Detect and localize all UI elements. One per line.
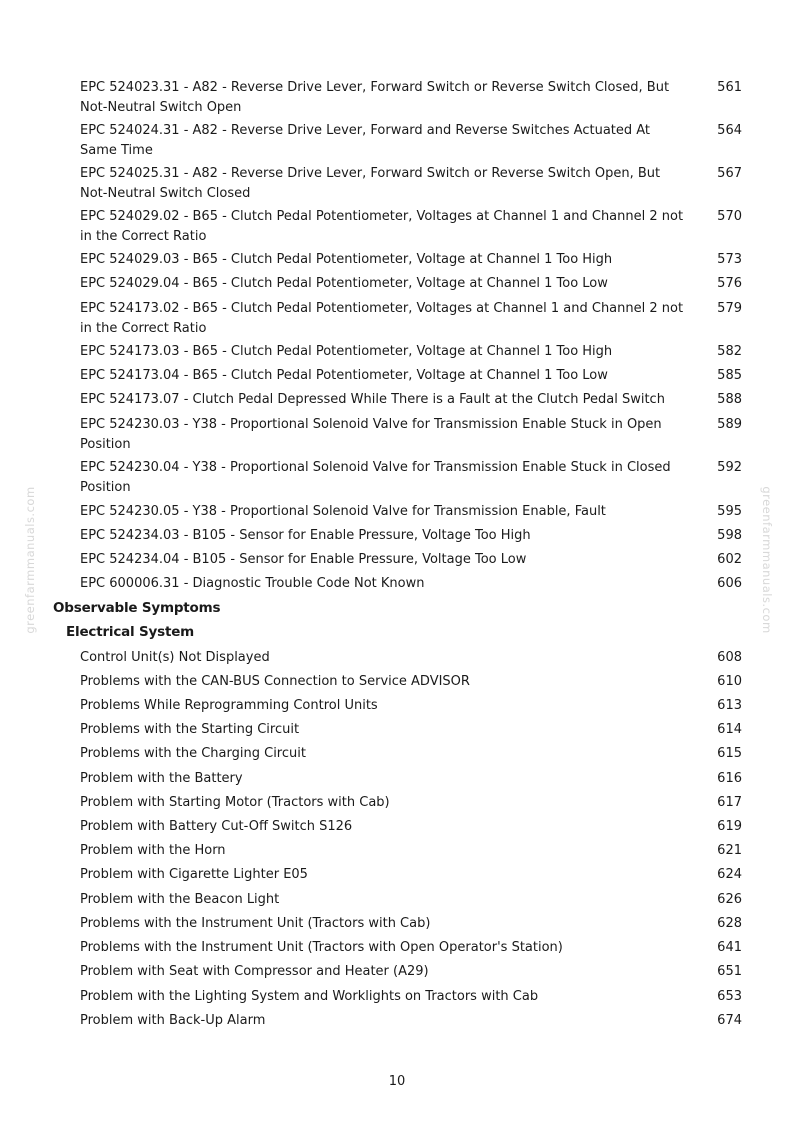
- toc-entry[interactable]: [80, 817, 742, 837]
- toc-entry-page: 585: [717, 368, 742, 383]
- toc-entry-title: Problem with the Lighting System and Worklights on Tractors with Cab: [80, 989, 539, 1004]
- watermark-left: greenfarmmanuals.com: [23, 486, 37, 634]
- toc-entry[interactable]: [80, 207, 742, 246]
- toc-entry[interactable]: [80, 793, 742, 813]
- toc-entry-page: 608: [717, 650, 742, 665]
- toc-entry-title: EPC 524025.31 - A82 - Reverse Drive Lever, Forward Switch or Reverse Switch Open, But Not-Neutral Switch Closed: [80, 166, 661, 201]
- toc-entry[interactable]: [80, 342, 742, 362]
- toc-entry-title: EPC 524173.07 - Clutch Pedal Depressed While There is a Fault at the Clutch Pedal Switch: [80, 392, 665, 407]
- toc-entry-page: 619: [717, 819, 742, 834]
- toc-entry-page: 602: [717, 552, 742, 567]
- toc-entry-title: Control Unit(s) Not Displayed: [80, 650, 270, 665]
- toc-entry-page: 598: [717, 528, 742, 543]
- toc-entry[interactable]: [80, 962, 742, 982]
- toc-entry[interactable]: [80, 1011, 742, 1031]
- toc-entry[interactable]: [80, 78, 742, 117]
- toc-entry[interactable]: [80, 865, 742, 885]
- toc-entry-title: EPC 600006.31 - Diagnostic Trouble Code Not Known: [80, 576, 425, 591]
- toc-entry-title: Problem with the Horn: [80, 843, 226, 858]
- subsection-heading-electrical-system: Electrical System: [66, 624, 195, 640]
- toc-entry[interactable]: [80, 121, 742, 160]
- toc-entry-page: 588: [717, 392, 742, 407]
- toc-entry[interactable]: [80, 502, 742, 522]
- toc-entry-title: Problem with Starting Motor (Tractors with Cab): [80, 795, 390, 810]
- toc-entry-page: 615: [717, 746, 742, 761]
- toc-entry-page: 624: [717, 867, 742, 882]
- toc-entry-page: 567: [717, 166, 742, 181]
- page-number: 10: [388, 1074, 406, 1089]
- toc-entry-page: 564: [717, 123, 742, 138]
- toc-entry-page: 651: [717, 964, 742, 979]
- toc-entry-title: EPC 524230.03 - Y38 - Proportional Solenoid Valve for Transmission Enable Stuck in Open Position: [80, 417, 662, 452]
- toc-entry[interactable]: [80, 366, 742, 386]
- toc-entry-page: 589: [717, 417, 742, 432]
- toc-entry-title: Problem with Battery Cut-Off Switch S126: [80, 819, 353, 834]
- toc-entry[interactable]: [80, 550, 742, 570]
- toc-entry[interactable]: [80, 526, 742, 546]
- toc-entry-page: 628: [717, 916, 742, 931]
- toc-entry-page: 582: [717, 344, 742, 359]
- toc-entry-title: Problems with the Instrument Unit (Tractors with Cab): [80, 916, 431, 931]
- toc-entry[interactable]: [80, 390, 742, 410]
- toc-entry-title: EPC 524023.31 - A82 - Reverse Drive Lever, Forward Switch or Reverse Switch Closed, But Not-Neutral Switch Open: [80, 80, 670, 115]
- toc-entry-page: 621: [717, 843, 742, 858]
- toc-entry-title: EPC 524230.05 - Y38 - Proportional Solenoid Valve for Transmission Enable, Fault: [80, 504, 606, 519]
- toc-entry-title: Problems with the Charging Circuit: [80, 746, 306, 761]
- toc-entry-page: 570: [717, 209, 742, 224]
- toc-entry[interactable]: [80, 574, 742, 594]
- toc-entry[interactable]: [80, 841, 742, 861]
- section-heading-observable-symptoms: Observable Symptoms: [53, 600, 221, 616]
- toc-entry-page: 573: [717, 252, 742, 267]
- toc-entry[interactable]: [80, 648, 742, 668]
- toc-entry-title: Problem with the Battery: [80, 771, 243, 786]
- toc-entry-page: 626: [717, 892, 742, 907]
- toc-entry-title: Problems with the Starting Circuit: [80, 722, 300, 737]
- toc-entry-title: EPC 524029.04 - B65 - Clutch Pedal Potentiometer, Voltage at Channel 1 Too Low: [80, 276, 608, 291]
- toc-entry-page: 641: [717, 940, 742, 955]
- toc-entry-title: EPC 524173.03 - B65 - Clutch Pedal Potentiometer, Voltage at Channel 1 Too High: [80, 344, 613, 359]
- toc-entry-page: 616: [717, 771, 742, 786]
- toc-entry[interactable]: [80, 696, 742, 716]
- toc-entry[interactable]: [80, 274, 742, 294]
- toc-entry[interactable]: [80, 938, 742, 958]
- toc-entry-page: 606: [717, 576, 742, 591]
- toc-entry[interactable]: [80, 299, 742, 338]
- toc-entry-page: 592: [717, 460, 742, 475]
- toc-entry-title: Problem with Back-Up Alarm: [80, 1013, 266, 1028]
- toc-entry-page: 614: [717, 722, 742, 737]
- toc-entry-title: Problems with the CAN-BUS Connection to Service ADVISOR: [80, 674, 470, 689]
- toc-entry[interactable]: [80, 744, 742, 764]
- toc-entry[interactable]: [80, 415, 742, 454]
- toc-entry[interactable]: [80, 250, 742, 270]
- toc-entry-title: Problems While Reprogramming Control Units: [80, 698, 378, 713]
- toc-entry-title: EPC 524234.04 - B105 - Sensor for Enable Pressure, Voltage Too Low: [80, 552, 527, 567]
- toc-entry[interactable]: [80, 890, 742, 910]
- toc-entry-page: 653: [717, 989, 742, 1004]
- toc-entry-title: EPC 524173.04 - B65 - Clutch Pedal Potentiometer, Voltage at Channel 1 Too Low: [80, 368, 608, 383]
- toc-entry-page: 576: [717, 276, 742, 291]
- toc-entry-title: Problem with Seat with Compressor and Heater (A29): [80, 964, 429, 979]
- toc-entry-page: 613: [717, 698, 742, 713]
- toc-entry-page: 579: [717, 301, 742, 316]
- toc-entry[interactable]: [80, 769, 742, 789]
- toc-entry-page: 674: [717, 1013, 742, 1028]
- toc-entry[interactable]: [80, 720, 742, 740]
- toc-entry[interactable]: [80, 987, 742, 1007]
- toc-entry-page: 561: [717, 80, 742, 95]
- toc-entry-title: EPC 524234.03 - B105 - Sensor for Enable Pressure, Voltage Too High: [80, 528, 531, 543]
- toc-entry[interactable]: [80, 672, 742, 692]
- toc-entry-page: 595: [717, 504, 742, 519]
- toc-entry-page: 610: [717, 674, 742, 689]
- watermark-right: greenfarmmanuals.com: [760, 486, 774, 634]
- toc-entry-title: Problem with Cigarette Lighter E05: [80, 867, 308, 882]
- toc-entry-title: EPC 524029.03 - B65 - Clutch Pedal Potentiometer, Voltage at Channel 1 Too High: [80, 252, 613, 267]
- toc-entry-page: 617: [717, 795, 742, 810]
- toc-entry-title: EPC 524173.02 - B65 - Clutch Pedal Potentiometer, Voltages at Channel 1 and Channel 2 not in the Correct Ratio: [80, 301, 684, 336]
- toc-entry-title: Problem with the Beacon Light: [80, 892, 280, 907]
- toc-entry[interactable]: [80, 164, 742, 203]
- toc-entry[interactable]: [80, 458, 742, 497]
- toc-entry-title: Problems with the Instrument Unit (Tractors with Open Operator's Station): [80, 940, 563, 955]
- toc-entry-title: EPC 524029.02 - B65 - Clutch Pedal Potentiometer, Voltages at Channel 1 and Channel 2 not in the Correct Ratio: [80, 209, 684, 244]
- toc-entry[interactable]: [80, 914, 742, 934]
- toc-entry-title: EPC 524024.31 - A82 - Reverse Drive Lever, Forward and Reverse Switches Actuated At Same Time: [80, 123, 651, 158]
- toc-entry-title: EPC 524230.04 - Y38 - Proportional Solenoid Valve for Transmission Enable Stuck in Closed Position: [80, 460, 671, 495]
